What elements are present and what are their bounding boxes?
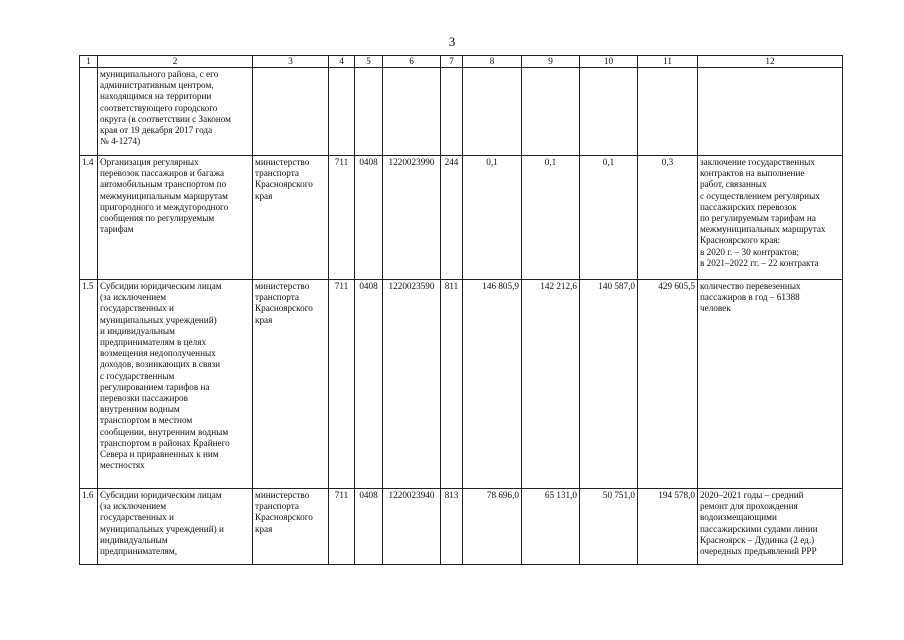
header-cell: 6 (383, 56, 441, 68)
amount-total-cell: 0,3 (638, 156, 698, 280)
csr-cell: 1220023590 (383, 280, 441, 489)
executor-cell: министерство транспорта Красноярского края (253, 489, 329, 565)
csr-cell: 1220023990 (383, 156, 441, 280)
row-number-cell: 1.4 (80, 156, 98, 280)
amount-2021-cell: 65 131,0 (522, 489, 580, 565)
vr-cell (441, 68, 463, 156)
amount-2020-cell: 78 696,0 (463, 489, 522, 565)
amount-total-cell (638, 68, 698, 156)
amount-2020-cell (463, 68, 522, 156)
executor-cell: министерство транспорта Красноярского края (253, 156, 329, 280)
vr-cell: 813 (441, 489, 463, 565)
program-table (79, 55, 843, 565)
rz-pr-cell: 0408 (355, 489, 383, 565)
result-cell: заключение государственных контрактов на выполнение работ, связанных с осуществлением регулярных пассажирских перевозок по регулируемым тарифам на межмуниципальных маршрутах Красноярского края: в 2020 г. – 30 контрактов; в 2021–2022 гг. – 22 контракта (698, 156, 843, 280)
result-cell (698, 68, 843, 156)
grbs-cell: 711 (329, 280, 355, 489)
amount-total-cell: 429 605,5 (638, 280, 698, 489)
executor-cell: министерство транспорта Красноярского края (253, 280, 329, 489)
header-cell: 4 (329, 56, 355, 68)
table-row (80, 489, 843, 565)
header-cell: 3 (253, 56, 329, 68)
row-number-cell: 1.6 (80, 489, 98, 565)
header-cell: 2 (98, 56, 253, 68)
vr-cell: 244 (441, 156, 463, 280)
grbs-cell: 711 (329, 156, 355, 280)
amount-2021-cell: 0,1 (522, 156, 580, 280)
csr-cell (383, 68, 441, 156)
amount-2022-cell: 50 751,0 (580, 489, 638, 565)
row-number-cell (80, 68, 98, 156)
header-cell: 5 (355, 56, 383, 68)
amount-2021-cell: 142 212,6 (522, 280, 580, 489)
table-row (80, 68, 843, 156)
executor-cell (253, 68, 329, 156)
table-row (80, 280, 843, 489)
header-cell: 7 (441, 56, 463, 68)
amount-2022-cell (580, 68, 638, 156)
page-number: 3 (448, 34, 456, 49)
amount-2020-cell: 146 805,9 (463, 280, 522, 489)
event-name-cell: Организация регулярных перевозок пассажиров и багажа автомобильным транспортом по межмуниципальным маршрутам пригородного и междугородного сообщения по регулируемым тарифам (98, 156, 253, 280)
amount-2022-cell: 140 587,0 (580, 280, 638, 489)
amount-2021-cell (522, 68, 580, 156)
table-row (80, 156, 843, 280)
header-cell: 8 (463, 56, 522, 68)
vr-cell: 811 (441, 280, 463, 489)
header-cell: 9 (522, 56, 580, 68)
amount-2020-cell: 0,1 (463, 156, 522, 280)
rz-pr-cell (355, 68, 383, 156)
header-cell: 12 (698, 56, 843, 68)
header-cell: 11 (638, 56, 698, 68)
header-cell: 1 (80, 56, 98, 68)
event-name-cell: муниципального района, с его административным центром, находящимся на территории соответствующего городского округа (в соответствии с Законом края от 19 декабря 2017 года № 4-1274) (98, 68, 253, 156)
grbs-cell: 711 (329, 489, 355, 565)
table-header-row (80, 56, 843, 68)
amount-total-cell: 194 578,0 (638, 489, 698, 565)
result-cell: количество перевезенных пассажиров в год – 61388 человек (698, 280, 843, 489)
event-name-cell: Субсидии юридическим лицам (за исключением государственных и муниципальных учреждений) и индивидуальным предпринимателям, (98, 489, 253, 565)
row-number-cell: 1.5 (80, 280, 98, 489)
rz-pr-cell: 0408 (355, 156, 383, 280)
grbs-cell (329, 68, 355, 156)
amount-2022-cell: 0,1 (580, 156, 638, 280)
header-cell: 10 (580, 56, 638, 68)
rz-pr-cell: 0408 (355, 280, 383, 489)
event-name-cell: Субсидии юридическим лицам (за исключением государственных и муниципальных учреждений) и индивидуальным предпринимателям в целях возмещения недополученных доходов, возникающих в связи с государственным регулированием тарифов на перевозки пассажиров внутренним водным транспортом в местном сообщении, внутренним водным транспортом в районах Крайнего Севера и приравненных к ним местностях (98, 280, 253, 489)
result-cell: 2020–2021 годы – средний ремонт для прохождения водоизмещающими пассажирскими судами линии Красноярск – Дудинка (2 ед.) очередных предъявлений РРР (698, 489, 843, 565)
csr-cell: 1220023940 (383, 489, 441, 565)
